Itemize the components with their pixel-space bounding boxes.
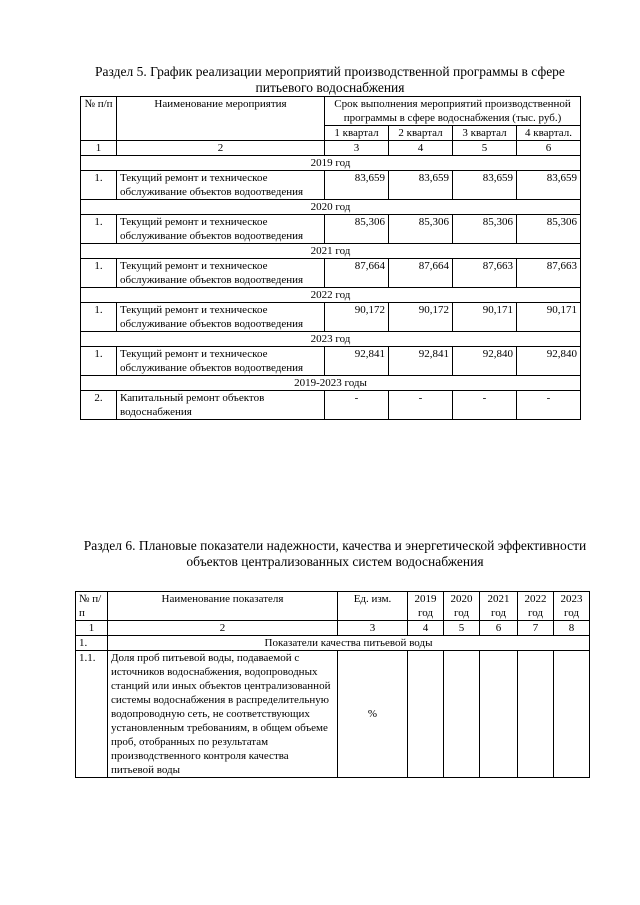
col-number: 4 — [389, 141, 453, 156]
row-unit: % — [338, 651, 408, 778]
row-num: 1.1. — [76, 651, 108, 778]
header-year: 2023 год — [554, 592, 590, 621]
table-row — [81, 303, 581, 332]
col-number: 3 — [338, 621, 408, 636]
q3-value: 83,659 — [453, 171, 517, 200]
year-row: 2023 год — [81, 332, 581, 347]
value-2023 — [554, 651, 590, 778]
q3-value: 92,840 — [453, 347, 517, 376]
table-row — [81, 215, 581, 244]
header-term: Срок выполнения мероприятий производственной программы в сфере водоснабжения (тыс. руб.) — [325, 97, 581, 126]
header-year: 2021 год — [480, 592, 518, 621]
value-2022 — [518, 651, 554, 778]
row-name: Доля проб питьевой воды, подаваемой с источников водоснабжения, водопроводных станций или иных объектов централизованной системы водоснабжения в распределительную водопроводную сеть, не соответствующих установленным требованиям, в общем объеме проб, отобранных по результатам производственного контроля качества питьевой воды — [108, 651, 338, 778]
q2-value: 85,306 — [389, 215, 453, 244]
table-row — [81, 347, 581, 376]
col-number: 7 — [518, 621, 554, 636]
q1-value: - — [325, 391, 389, 420]
q1-value: 92,841 — [325, 347, 389, 376]
table-row — [81, 259, 581, 288]
row-name: Текущий ремонт и техническое обслуживание объектов водоотведения — [117, 347, 325, 376]
q3-value: - — [453, 391, 517, 420]
col-number: 4 — [408, 621, 444, 636]
q2-value: 87,664 — [389, 259, 453, 288]
column-numbers-row — [81, 141, 581, 156]
col-number: 8 — [554, 621, 590, 636]
row-name: Текущий ремонт и техническое обслуживание объектов водоотведения — [117, 215, 325, 244]
col-number: 2 — [108, 621, 338, 636]
header-name: Наименование показателя — [108, 592, 338, 621]
section-6-table — [75, 591, 590, 778]
q1-value: 90,172 — [325, 303, 389, 332]
section-5-table — [80, 96, 581, 420]
header-unit: Ед. изм. — [338, 592, 408, 621]
row-name: Текущий ремонт и техническое обслуживание объектов водоотведения — [117, 171, 325, 200]
q4-value: 90,171 — [517, 303, 581, 332]
header-q4: 4 квартал. — [517, 126, 581, 141]
q1-value: 87,664 — [325, 259, 389, 288]
q3-value: 87,663 — [453, 259, 517, 288]
row-name: Текущий ремонт и техническое обслуживание объектов водоотведения — [117, 303, 325, 332]
header-name: Наименование мероприятия — [117, 97, 325, 141]
q3-value: 90,171 — [453, 303, 517, 332]
column-numbers-row — [76, 621, 590, 636]
table-row — [81, 171, 581, 200]
q1-value: 83,659 — [325, 171, 389, 200]
q1-value: 85,306 — [325, 215, 389, 244]
section-6-title: Раздел 6. Плановые показатели надежности, качества и энергетической эффективности объектов централизованных систем водоснабжения — [83, 538, 587, 569]
q2-value: 92,841 — [389, 347, 453, 376]
q4-value: - — [517, 391, 581, 420]
table-row — [76, 651, 590, 778]
q3-value: 85,306 — [453, 215, 517, 244]
q2-value: 83,659 — [389, 171, 453, 200]
row-name: Капитальный ремонт объектов водоснабжения — [117, 391, 325, 420]
q4-value: 83,659 — [517, 171, 581, 200]
col-number: 2 — [117, 141, 325, 156]
col-number: 1 — [76, 621, 108, 636]
header-q1: 1 квартал — [325, 126, 389, 141]
row-num: 1. — [81, 347, 117, 376]
q2-value: 90,172 — [389, 303, 453, 332]
col-number: 1 — [81, 141, 117, 156]
col-number: 6 — [480, 621, 518, 636]
year-row: 2020 год — [81, 200, 581, 215]
year-row: 2021 год — [81, 244, 581, 259]
value-2021 — [480, 651, 518, 778]
q4-value: 92,840 — [517, 347, 581, 376]
row-name: Текущий ремонт и техническое обслуживание объектов водоотведения — [117, 259, 325, 288]
header-year: 2022 год — [518, 592, 554, 621]
row-num: 2. — [81, 391, 117, 420]
header-year: 2019 год — [408, 592, 444, 621]
q4-value: 87,663 — [517, 259, 581, 288]
year-row: 2019 год — [81, 156, 581, 171]
header-q3: 3 квартал — [453, 126, 517, 141]
col-number: 5 — [444, 621, 480, 636]
col-number: 6 — [517, 141, 581, 156]
row-num: 1. — [81, 171, 117, 200]
col-number: 5 — [453, 141, 517, 156]
header-num: № п/п — [76, 592, 108, 621]
table-row — [81, 391, 581, 420]
q2-value: - — [389, 391, 453, 420]
value-2019 — [408, 651, 444, 778]
row-num: 1. — [81, 215, 117, 244]
section-5-title: Раздел 5. График реализации мероприятий производственной программы в сфере питьевого водоснабжения — [95, 64, 565, 95]
q4-value: 85,306 — [517, 215, 581, 244]
col-number: 3 — [325, 141, 389, 156]
value-2020 — [444, 651, 480, 778]
row-num: 1. — [81, 259, 117, 288]
year-row: 2022 год — [81, 288, 581, 303]
header-q2: 2 квартал — [389, 126, 453, 141]
group-num: 1. — [76, 636, 108, 651]
group-title: Показатели качества питьевой воды — [108, 636, 590, 651]
row-num: 1. — [81, 303, 117, 332]
header-num: № п/п — [81, 97, 117, 141]
header-year: 2020 год — [444, 592, 480, 621]
year-row: 2019-2023 годы — [81, 376, 581, 391]
